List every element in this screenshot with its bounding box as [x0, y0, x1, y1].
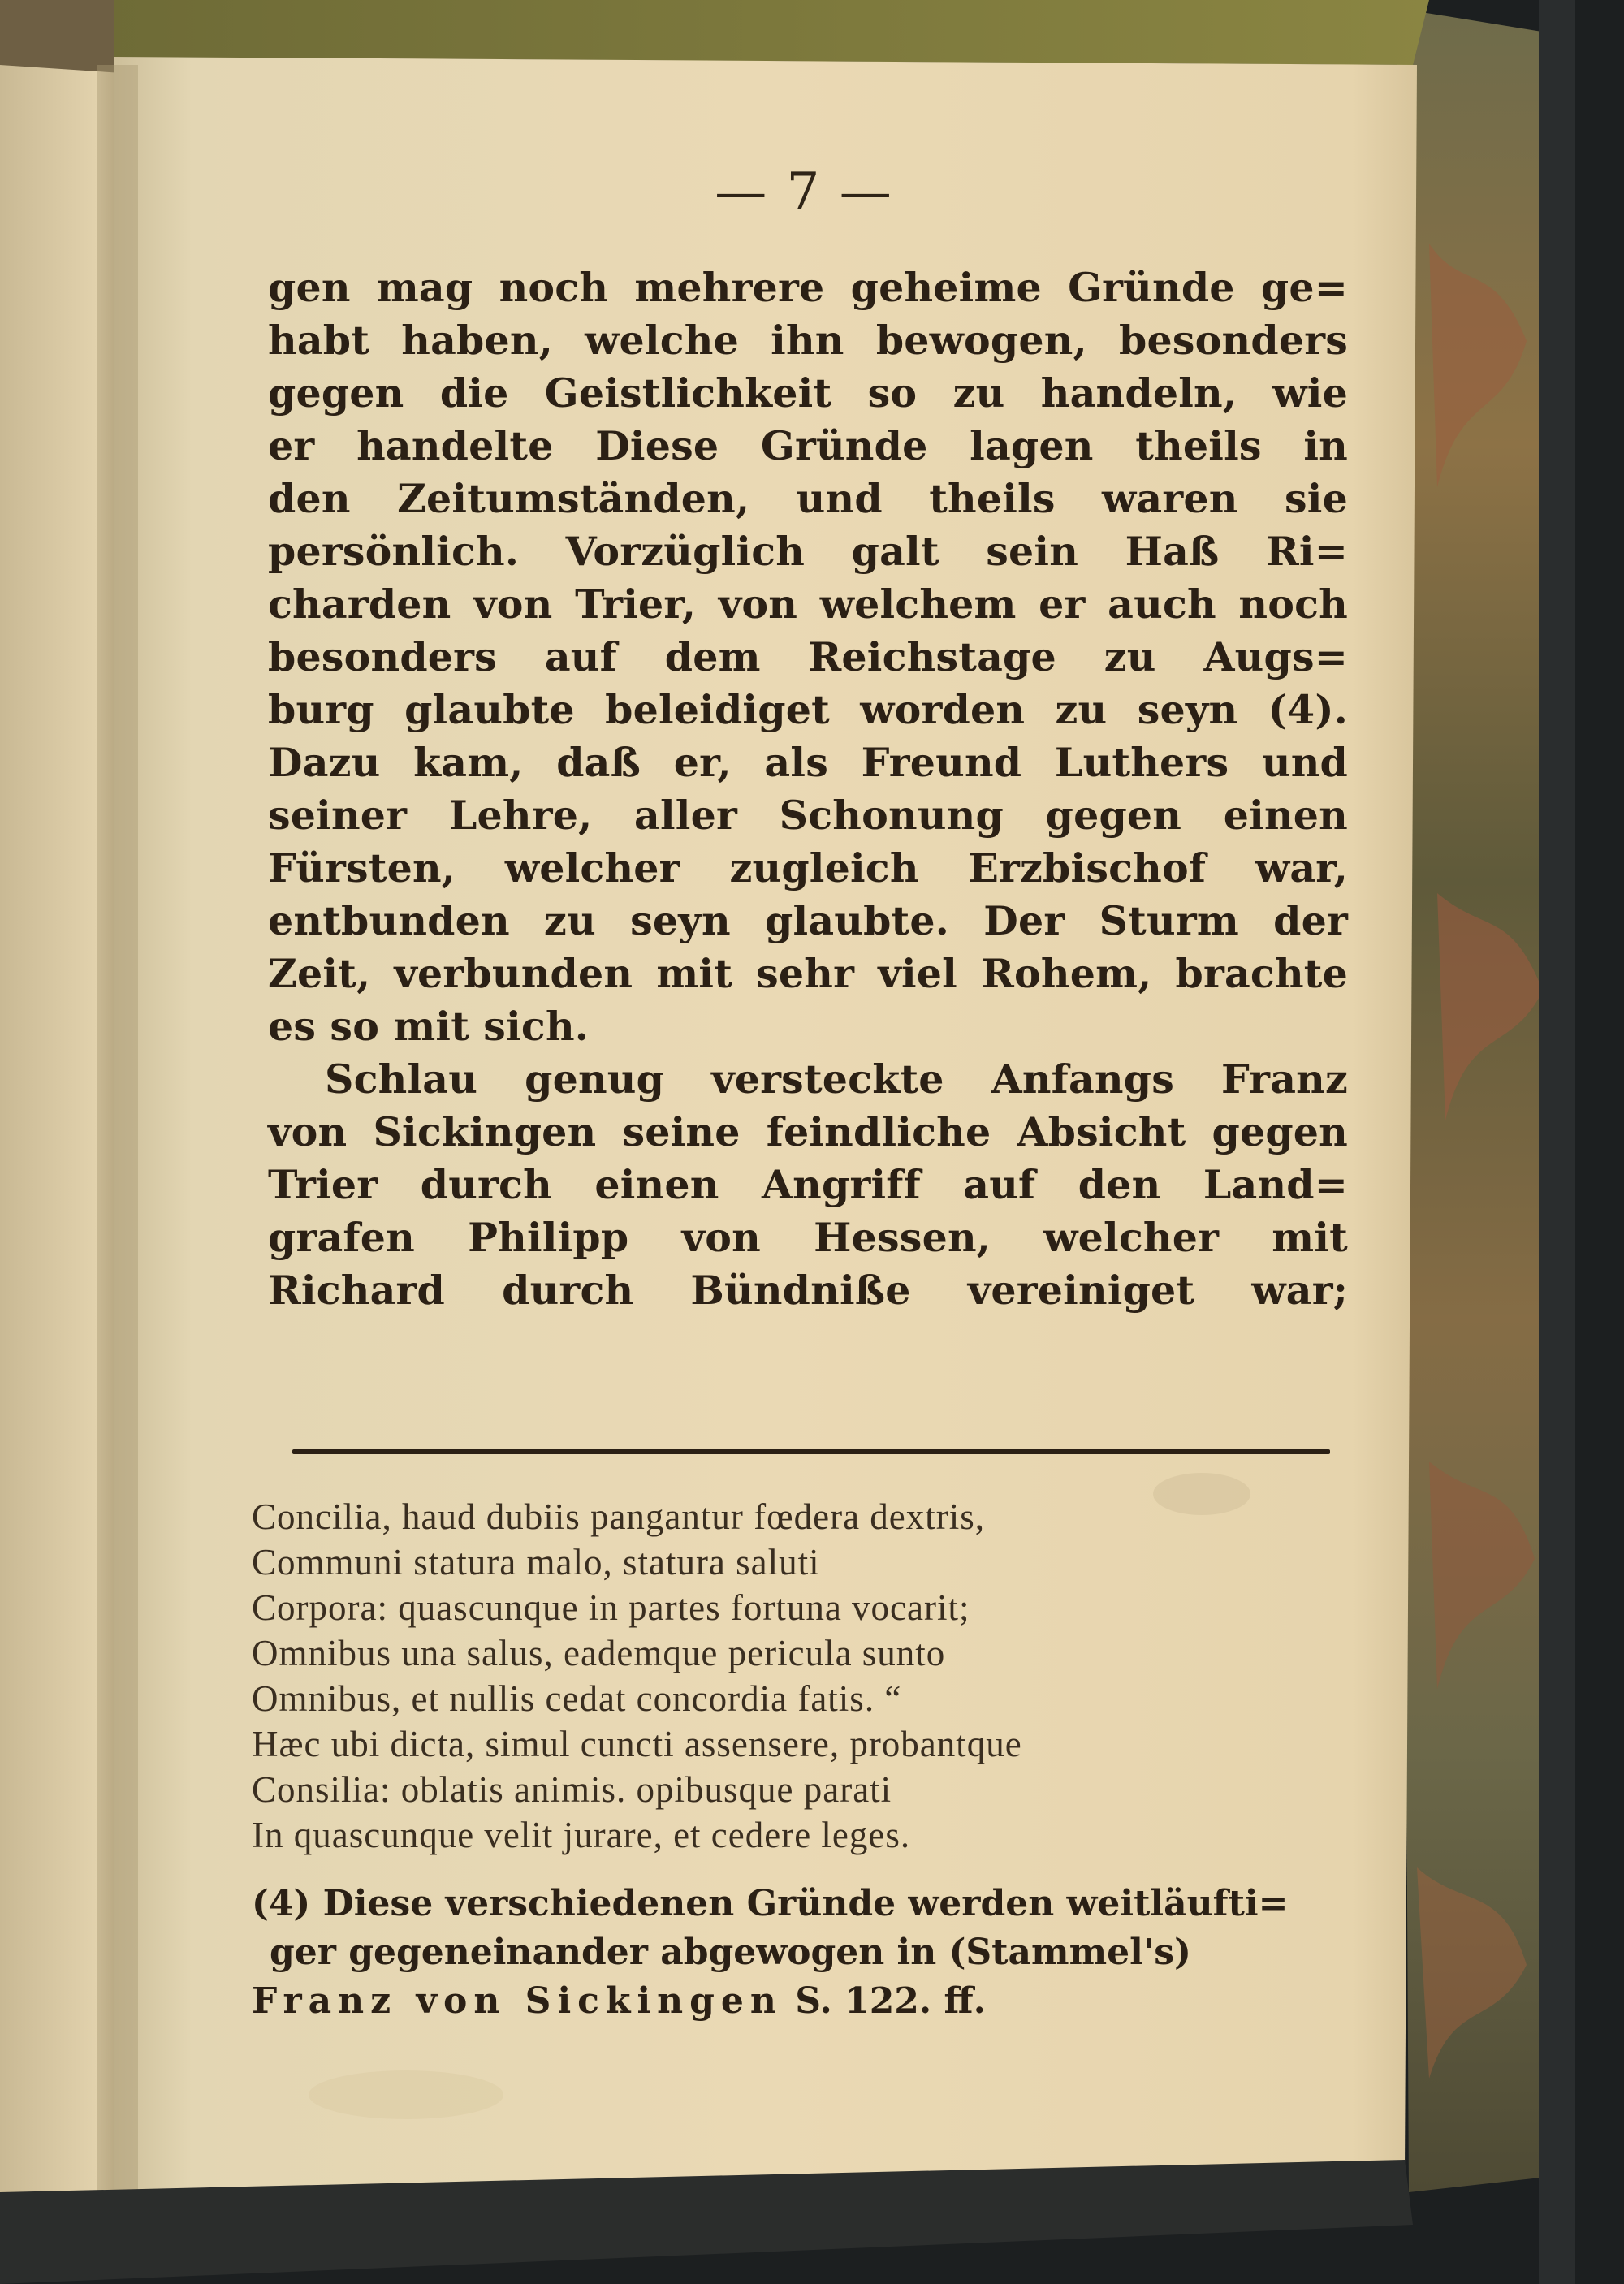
footnote-line: ger gegeneinander abgewogen in (Stammel's)	[270, 1932, 1191, 1973]
verse-line: Concilia, haud dubiis pangantur fœdera dextris,	[252, 1496, 986, 1537]
text-line: von Sickingen seine feindliche Absicht gegen	[268, 1108, 1348, 1155]
text-line: den Zeitumständen, und theils waren sie	[268, 475, 1348, 522]
verse-line: Consilia: oblatis animis. opibusque parati	[252, 1769, 892, 1810]
text-line: persönlich. Vorzüglich galt sein Haß Ri=	[268, 528, 1348, 575]
footnote-line: (4) Diese verschiedenen Gründe werden weitläufti=	[252, 1883, 1289, 1924]
verse-line: In quascunque velit jurare, et cedere leges.	[252, 1815, 911, 1855]
verse-line: Corpora: quascunque in partes fortuna vocarit;	[252, 1587, 970, 1628]
page-number: — 7 —	[715, 162, 893, 222]
text-line: Trier durch einen Angriff auf den Land=	[268, 1161, 1348, 1208]
text-line: es so mit sich.	[268, 1003, 590, 1050]
verse-line: Omnibus una salus, eademque pericula sunto	[252, 1633, 946, 1673]
text-line: besonders auf dem Reichstage zu Augs=	[268, 633, 1348, 680]
verse-line: Communi statura malo, statura saluti	[252, 1542, 820, 1582]
text-line: charden von Trier, von welchem er auch noch	[268, 581, 1348, 628]
text-line: Zeit, verbunden mit sehr viel Rohem, brachte	[268, 950, 1348, 997]
text-line: entbunden zu seyn glaubte. Der Sturm der	[268, 897, 1348, 944]
text-line: gegen die Geistlichkeit so zu handeln, wie	[268, 369, 1348, 417]
verse-line: Hæc ubi dicta, simul cuncti assensere, probantque	[252, 1724, 1022, 1764]
text-line: Dazu kam, daß er, als Freund Luthers und	[268, 739, 1348, 786]
footnote-4	[252, 1880, 1364, 2026]
latin-verse-footnote	[252, 1494, 1364, 1858]
main-text	[268, 261, 1348, 1317]
footnote-page-ref: S. 122. ff.	[795, 1980, 986, 2022]
text-line: burg glaubte beleidiget worden zu seyn (4).	[268, 686, 1348, 733]
footnote-book-title: Franz von Sickingen	[252, 1980, 783, 2022]
text-line: grafen Philipp von Hessen, welcher mit	[268, 1214, 1348, 1261]
verse-line: Omnibus, et nullis cedat concordia fatis. “	[252, 1678, 902, 1719]
text-line: Schlau genug versteckte Anfangs Franz	[325, 1056, 1348, 1103]
footnote-divider	[292, 1449, 1330, 1454]
text-line: Richard durch Bündniße vereiniget war;	[268, 1267, 1348, 1314]
text-line: Fürsten, welcher zugleich Erzbischof war,	[268, 844, 1348, 892]
text-line: habt haben, welche ihn bewogen, besonders	[268, 317, 1348, 364]
text-line: er handelte Diese Gründe lagen theils in	[268, 422, 1348, 469]
text-line: gen mag noch mehrere geheime Gründe ge=	[268, 264, 1348, 311]
text-line: seiner Lehre, aller Schonung gegen einen	[268, 792, 1348, 839]
footnote-line	[252, 1977, 1364, 2026]
